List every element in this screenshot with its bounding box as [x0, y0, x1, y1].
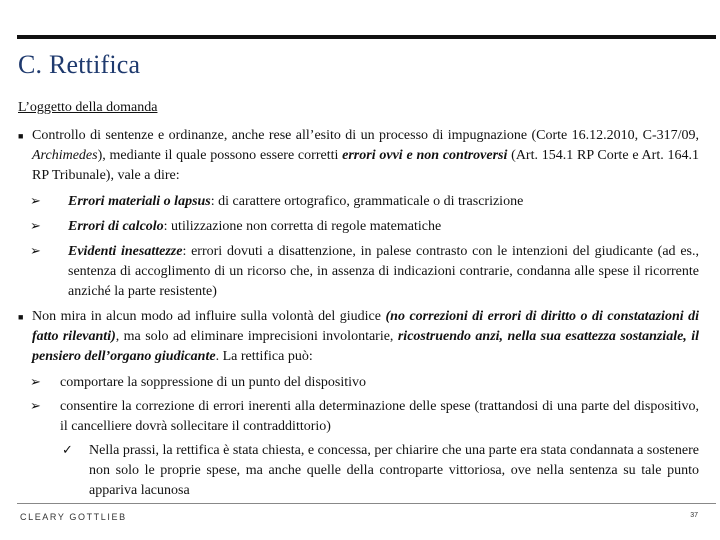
case-name: Archimedes	[32, 148, 98, 163]
subbullet-text: comportare la soppressione di un punto del dispositivo	[60, 375, 367, 390]
subbullet-label: Errori materiali o lapsus	[68, 194, 211, 209]
footer-logo: CLEARY GOTTLIEB	[20, 512, 127, 522]
section-subheading: L’oggetto della domanda	[18, 100, 158, 115]
arrow-bullet-icon: ➢	[30, 399, 41, 414]
subbullet-soppressione	[18, 373, 699, 393]
subsubbullet-text: Nella prassi, la rettifica è stata chiesta, e concessa, per chiarire che una parte era stata condannata a sostenere non solo le proprie spese, ma anche quelle della controparte vittoriosa, ove nella sentenza su tale punto appariva lacunosa	[89, 443, 699, 498]
bullet-text: (Art. 154.1 RP Corte e Art. 164.1 RP Tribunale), vale a dire:	[32, 148, 699, 183]
bullet-text: Controllo di sentenze e ordinanze, anche rese all’esito di un processo di impugnazione (Corte 16.12.2010, C-317/09,	[32, 128, 699, 143]
square-bullet-icon: ■	[18, 131, 24, 141]
subbullet-errori-materiali	[18, 192, 699, 212]
subbullet-errori-calcolo	[18, 217, 699, 237]
bullet-text: . La rettifica può:	[215, 349, 313, 364]
bullet-non-mira	[18, 307, 699, 367]
emphasis-text: errori ovvi e non controversi	[342, 148, 508, 163]
emphasis-text: (no correzioni di errori di diritto o di constatazioni di fatto rilevanti)	[32, 309, 700, 344]
bullet-controllo	[18, 126, 699, 186]
square-bullet-icon: ■	[18, 312, 24, 322]
bullet-text: ), mediante il quale possono essere corretti	[97, 148, 343, 163]
bullet-text: Non mira in alcun modo ad influire sulla volontà del giudice	[32, 309, 386, 324]
footer-rule	[17, 503, 716, 504]
subbullet-correzione-spese	[18, 397, 699, 437]
subbullet-text: : utilizzazione non corretta di regole matematiche	[163, 219, 442, 234]
arrow-bullet-icon: ➢	[30, 194, 41, 209]
slide-title: C. Rettifica	[18, 50, 141, 79]
subbullet-label: Evidenti inesattezze	[68, 244, 183, 259]
subsubbullet-prassi	[18, 441, 699, 501]
subbullet-text: : di carattere ortografico, grammaticale o di trascrizione	[210, 194, 524, 209]
arrow-bullet-icon: ➢	[30, 375, 41, 390]
top-rule	[17, 35, 716, 39]
arrow-bullet-icon: ➢	[30, 219, 41, 234]
subbullet-text: consentire la correzione di errori inerenti alla determinazione delle spese (trattandosi di una parte del dispositivo, il cancelliere dovrà sollecitare il contraddittorio)	[60, 399, 699, 434]
subbullet-evidenti-inesattezze	[18, 242, 699, 302]
arrow-bullet-icon: ➢	[30, 244, 41, 259]
subbullet-label: Errori di calcolo	[68, 219, 164, 234]
bullet-text: , ma solo ad eliminare imprecisioni involontarie,	[115, 329, 398, 344]
check-icon: ✓	[62, 443, 73, 458]
emphasis-text: ricostruendo anzi, nella sua esattezza sostanziale, il pensiero dell’organo giudicante	[32, 329, 699, 364]
slide-content	[18, 126, 699, 505]
page-number: 37	[690, 512, 698, 519]
subbullet-text: : errori dovuti a disattenzione, in palese contrasto con le intenzioni del giudicante (ad es., sentenza di accoglimento di un ricorso che, in assenza di indicazioni contrarie, condanna alle spese il ricorrente anziché la parte resistente)	[68, 244, 699, 299]
